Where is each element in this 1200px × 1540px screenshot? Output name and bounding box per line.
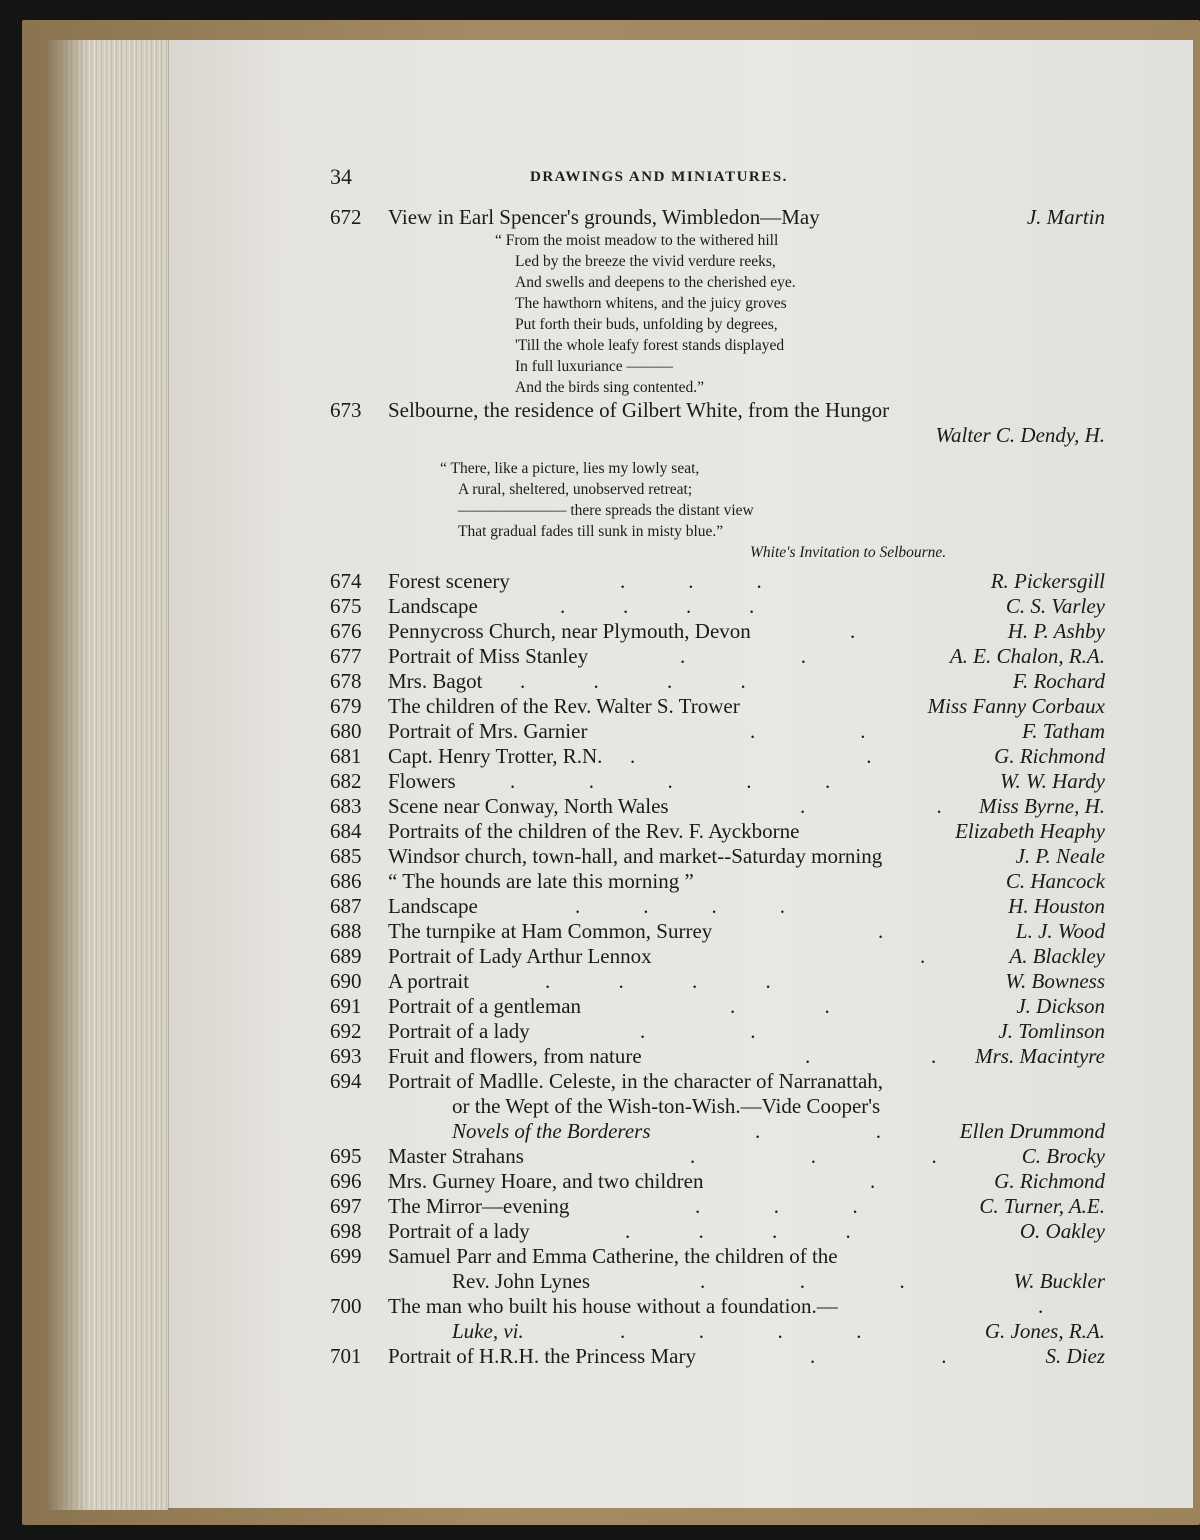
entry-artist: J. Tomlinson: [998, 1019, 1105, 1043]
entry-artist: J. Dickson: [1016, 994, 1105, 1018]
entry-number: 688: [330, 919, 362, 943]
entry-680: [330, 719, 1105, 744]
entry-number: 683: [330, 794, 362, 818]
entry-title: Master Strahans: [388, 1144, 524, 1168]
entry-number: 678: [330, 669, 362, 693]
verse-line: That gradual fades till sunk in misty blue.”: [458, 523, 724, 540]
entry-artist: C. S. Varley: [1005, 594, 1105, 618]
entry-artist: H. Houston: [1008, 894, 1105, 918]
entry-696: [330, 1169, 1105, 1194]
verse-672: [330, 230, 1105, 398]
verse-line: ——————— there spreads the distant view: [458, 502, 754, 519]
entry-693: [330, 1044, 1105, 1069]
entry-artist: S. Diez: [1045, 1344, 1105, 1368]
entry-title: The Mirror—evening: [388, 1194, 570, 1218]
entry-number: 690: [330, 969, 362, 993]
entry-number: 694: [330, 1069, 362, 1093]
verse-line: In full luxuriance ———: [515, 358, 673, 375]
entry-number: 692: [330, 1019, 362, 1043]
entry-artist: G. Richmond: [994, 1169, 1105, 1193]
verse-line: A rural, sheltered, unobserved retreat;: [458, 481, 693, 498]
entry-artist: J. Martin: [1026, 205, 1105, 229]
entry-title: The man who built his house without a foundation.—: [388, 1294, 838, 1318]
entry-672: [330, 205, 1105, 230]
entry-number: 698: [330, 1219, 362, 1243]
entry-number: 699: [330, 1244, 362, 1268]
entry-number: 691: [330, 994, 362, 1018]
leader-dots: . .: [640, 1019, 756, 1043]
entry-700: [330, 1294, 1105, 1319]
entry-title: Portrait of Mrs. Garnier: [388, 719, 588, 743]
entry-title: The turnpike at Ham Common, Surrey: [388, 919, 713, 943]
entry-artist: C. Turner, A.E.: [979, 1194, 1105, 1218]
entry-artist: G. Jones, R.A.: [984, 1319, 1105, 1343]
leader-dots: . . . . .: [510, 769, 831, 793]
entry-title: Landscape: [388, 594, 478, 618]
entry-title: Portrait of Madlle. Celeste, in the character of Narranattah,: [388, 1069, 884, 1093]
entry-title-continued: Rev. John Lynes: [452, 1269, 591, 1293]
entry-title: The children of the Rev. Walter S. Trower: [388, 694, 740, 718]
entry-artist: H. P. Ashby: [1007, 619, 1105, 643]
entry-title: “ The hounds are late this morning ”: [388, 869, 694, 893]
entry-701: [330, 1344, 1105, 1369]
leader-dots: . .: [750, 719, 866, 743]
entry-number: 672: [330, 205, 362, 229]
leader-dots: . . .: [620, 569, 762, 593]
entry-number: 673: [330, 398, 362, 422]
leader-dots: .: [850, 619, 856, 643]
entry-artist: W. Bowness: [1005, 969, 1105, 993]
verse-line: And the birds sing contented.”: [515, 379, 704, 396]
entry-697: [330, 1194, 1105, 1219]
entry-681: [330, 744, 1105, 769]
entry-artist: Elizabeth Heaphy: [955, 819, 1105, 843]
entry-title: Pennycross Church, near Plymouth, Devon: [388, 619, 751, 643]
entry-title: Forest scenery: [388, 569, 510, 593]
leader-dots: .: [1038, 1294, 1044, 1318]
entry-number: 689: [330, 944, 362, 968]
entry-682: [330, 769, 1105, 794]
entry-artist: Miss Byrne, H.: [979, 794, 1105, 818]
entry-674: [330, 569, 1105, 594]
entry-675: [330, 594, 1105, 619]
leader-dots: . . .: [700, 1269, 905, 1293]
entry-694-line2: [330, 1094, 1105, 1119]
entry-695: [330, 1144, 1105, 1169]
entry-artist: F. Rochard: [1012, 669, 1105, 693]
entry-title: Portrait of a lady: [388, 1019, 530, 1043]
leader-dots: . .: [630, 744, 872, 768]
entry-number: 695: [330, 1144, 362, 1168]
entry-list: [330, 1144, 1105, 1244]
leader-dots: .: [920, 944, 926, 968]
entry-694-line3: [330, 1119, 1105, 1144]
leader-dots: .: [870, 1169, 876, 1193]
entry-690: [330, 969, 1105, 994]
entry-artist: Mrs. Macintyre: [975, 1044, 1105, 1068]
catalogue-content: [330, 205, 1105, 1369]
leader-dots: . . . .: [625, 1219, 851, 1243]
entry-683: [330, 794, 1105, 819]
entry-694: [330, 1069, 1105, 1094]
entry-title: Samuel Parr and Emma Catherine, the children of the: [388, 1244, 838, 1268]
entry-676: [330, 619, 1105, 644]
entry-number: 675: [330, 594, 362, 618]
entry-699: [330, 1244, 1105, 1269]
entry-title: Portrait of H.R.H. the Princess Mary: [388, 1344, 696, 1368]
entry-677: [330, 644, 1105, 669]
entry-number: 686: [330, 869, 362, 893]
entry-artist: W. W. Hardy: [999, 769, 1105, 793]
leader-dots: . . . .: [620, 1319, 862, 1343]
entry-673: [330, 398, 1105, 423]
entry-number: 693: [330, 1044, 362, 1068]
entry-686: [330, 869, 1105, 894]
entry-number: 679: [330, 694, 362, 718]
entry-number: 676: [330, 619, 362, 643]
entry-678: [330, 669, 1105, 694]
verse-line: “ There, like a picture, lies my lowly seat,: [440, 460, 700, 477]
entry-700-line2: [330, 1319, 1105, 1344]
verse-673: [330, 458, 1105, 563]
verse-line: The hawthorn whitens, and the juicy groves: [515, 295, 787, 312]
entry-artist: R. Pickersgill: [990, 569, 1105, 593]
verse-line: Put forth their buds, unfolding by degrees,: [515, 316, 778, 333]
entry-691: [330, 994, 1105, 1019]
leader-dots: . .: [730, 994, 830, 1018]
leader-dots: .: [878, 919, 884, 943]
entry-list: [330, 569, 1105, 1069]
entry-title: Portraits of the children of the Rev. F. Ayckborne: [388, 819, 800, 843]
leader-dots: . .: [800, 794, 942, 818]
entry-title: Scene near Conway, North Wales: [388, 794, 669, 818]
entry-artist: A. E. Chalon, R.A.: [949, 644, 1105, 668]
entry-artist: J. P. Neale: [1015, 844, 1105, 868]
leader-dots: . . . .: [560, 594, 755, 618]
entry-title: Portrait of a gentleman: [388, 994, 582, 1018]
entry-artist: Ellen Drummond: [959, 1119, 1105, 1143]
entry-number: 697: [330, 1194, 362, 1218]
entry-artist: W. Buckler: [1013, 1269, 1105, 1293]
entry-number: 696: [330, 1169, 362, 1193]
entry-artist: Miss Fanny Corbaux: [927, 694, 1105, 718]
entry-number: 687: [330, 894, 362, 918]
verse-line: And swells and deepens to the cherished eye.: [515, 274, 796, 291]
entry-692: [330, 1019, 1105, 1044]
entry-685: [330, 844, 1105, 869]
entry-688: [330, 919, 1105, 944]
entry-679: [330, 694, 1105, 719]
entry-number: 680: [330, 719, 362, 743]
leader-dots: . . . .: [520, 669, 746, 693]
leader-dots: . . .: [695, 1194, 858, 1218]
entry-number: 685: [330, 844, 362, 868]
entry-title: Fruit and flowers, from nature: [388, 1044, 642, 1068]
entry-673-artist-line: [330, 423, 1105, 448]
entry-title-continued: Novels of the Borderers: [452, 1119, 651, 1143]
entry-number: 701: [330, 1344, 362, 1368]
entry-title: Capt. Henry Trotter, R.N.: [388, 744, 603, 768]
entry-artist: C. Brocky: [1021, 1144, 1105, 1168]
page-edge-shadow: [48, 40, 90, 1510]
leader-dots: . .: [755, 1119, 881, 1143]
leader-dots: . .: [805, 1044, 937, 1068]
entry-artist: Walter C. Dendy, H.: [935, 423, 1105, 447]
entry-number: 681: [330, 744, 362, 768]
entry-artist: L. J. Wood: [1015, 919, 1105, 943]
leader-dots: . . . .: [545, 969, 771, 993]
entry-title: Mrs. Gurney Hoare, and two children: [388, 1169, 704, 1193]
entry-artist: F. Tatham: [1022, 719, 1105, 743]
entry-title: A portrait: [388, 969, 470, 993]
entry-title: Selbourne, the residence of Gilbert White, from the Hungor: [388, 398, 890, 422]
verse-line: 'Till the whole leafy forest stands displayed: [515, 337, 785, 354]
leader-dots: . .: [810, 1344, 947, 1368]
entry-number: 700: [330, 1294, 362, 1318]
entry-title: Landscape: [388, 894, 478, 918]
entry-number: 682: [330, 769, 362, 793]
entry-699-line2: [330, 1269, 1105, 1294]
verse-line: “ From the moist meadow to the withered hill: [495, 232, 779, 249]
entry-title: Flowers: [388, 769, 456, 793]
entry-number: 674: [330, 569, 362, 593]
page-number: 34: [330, 164, 352, 189]
entry-684: [330, 819, 1105, 844]
entry-number: 677: [330, 644, 362, 668]
leader-dots: . .: [680, 644, 806, 668]
entry-artist: A. Blackley: [1009, 944, 1105, 968]
verse-citation: White's Invitation to Selbourne.: [750, 544, 947, 561]
page-header: [330, 160, 1090, 190]
entry-title-continued: or the Wept of the Wish-ton-Wish.—Vide Cooper's: [452, 1094, 881, 1118]
verse-line: Led by the breeze the vivid verdure reeks,: [515, 253, 776, 270]
running-title: DRAWINGS AND MINIATURES.: [530, 169, 788, 185]
entry-title: Mrs. Bagot: [388, 669, 483, 693]
entry-687: [330, 894, 1105, 919]
entry-number: 684: [330, 819, 362, 843]
entry-artist: C. Hancock: [1005, 869, 1105, 893]
entry-title: Portrait of Miss Stanley: [388, 644, 589, 668]
entry-title: View in Earl Spencer's grounds, Wimbledon—May: [388, 205, 820, 229]
entry-title: Windsor church, town-hall, and market--Saturday morning: [388, 844, 883, 868]
entry-title: Portrait of Lady Arthur Lennox: [388, 944, 652, 968]
leader-dots: . . .: [690, 1144, 937, 1168]
entry-artist: O. Oakley: [1019, 1219, 1105, 1243]
entry-698: [330, 1219, 1105, 1244]
entry-title: Portrait of a lady: [388, 1219, 530, 1243]
entry-689: [330, 944, 1105, 969]
leader-dots: . . . .: [575, 894, 785, 918]
entry-artist: G. Richmond: [994, 744, 1105, 768]
entry-title-continued: Luke, vi.: [452, 1319, 524, 1343]
